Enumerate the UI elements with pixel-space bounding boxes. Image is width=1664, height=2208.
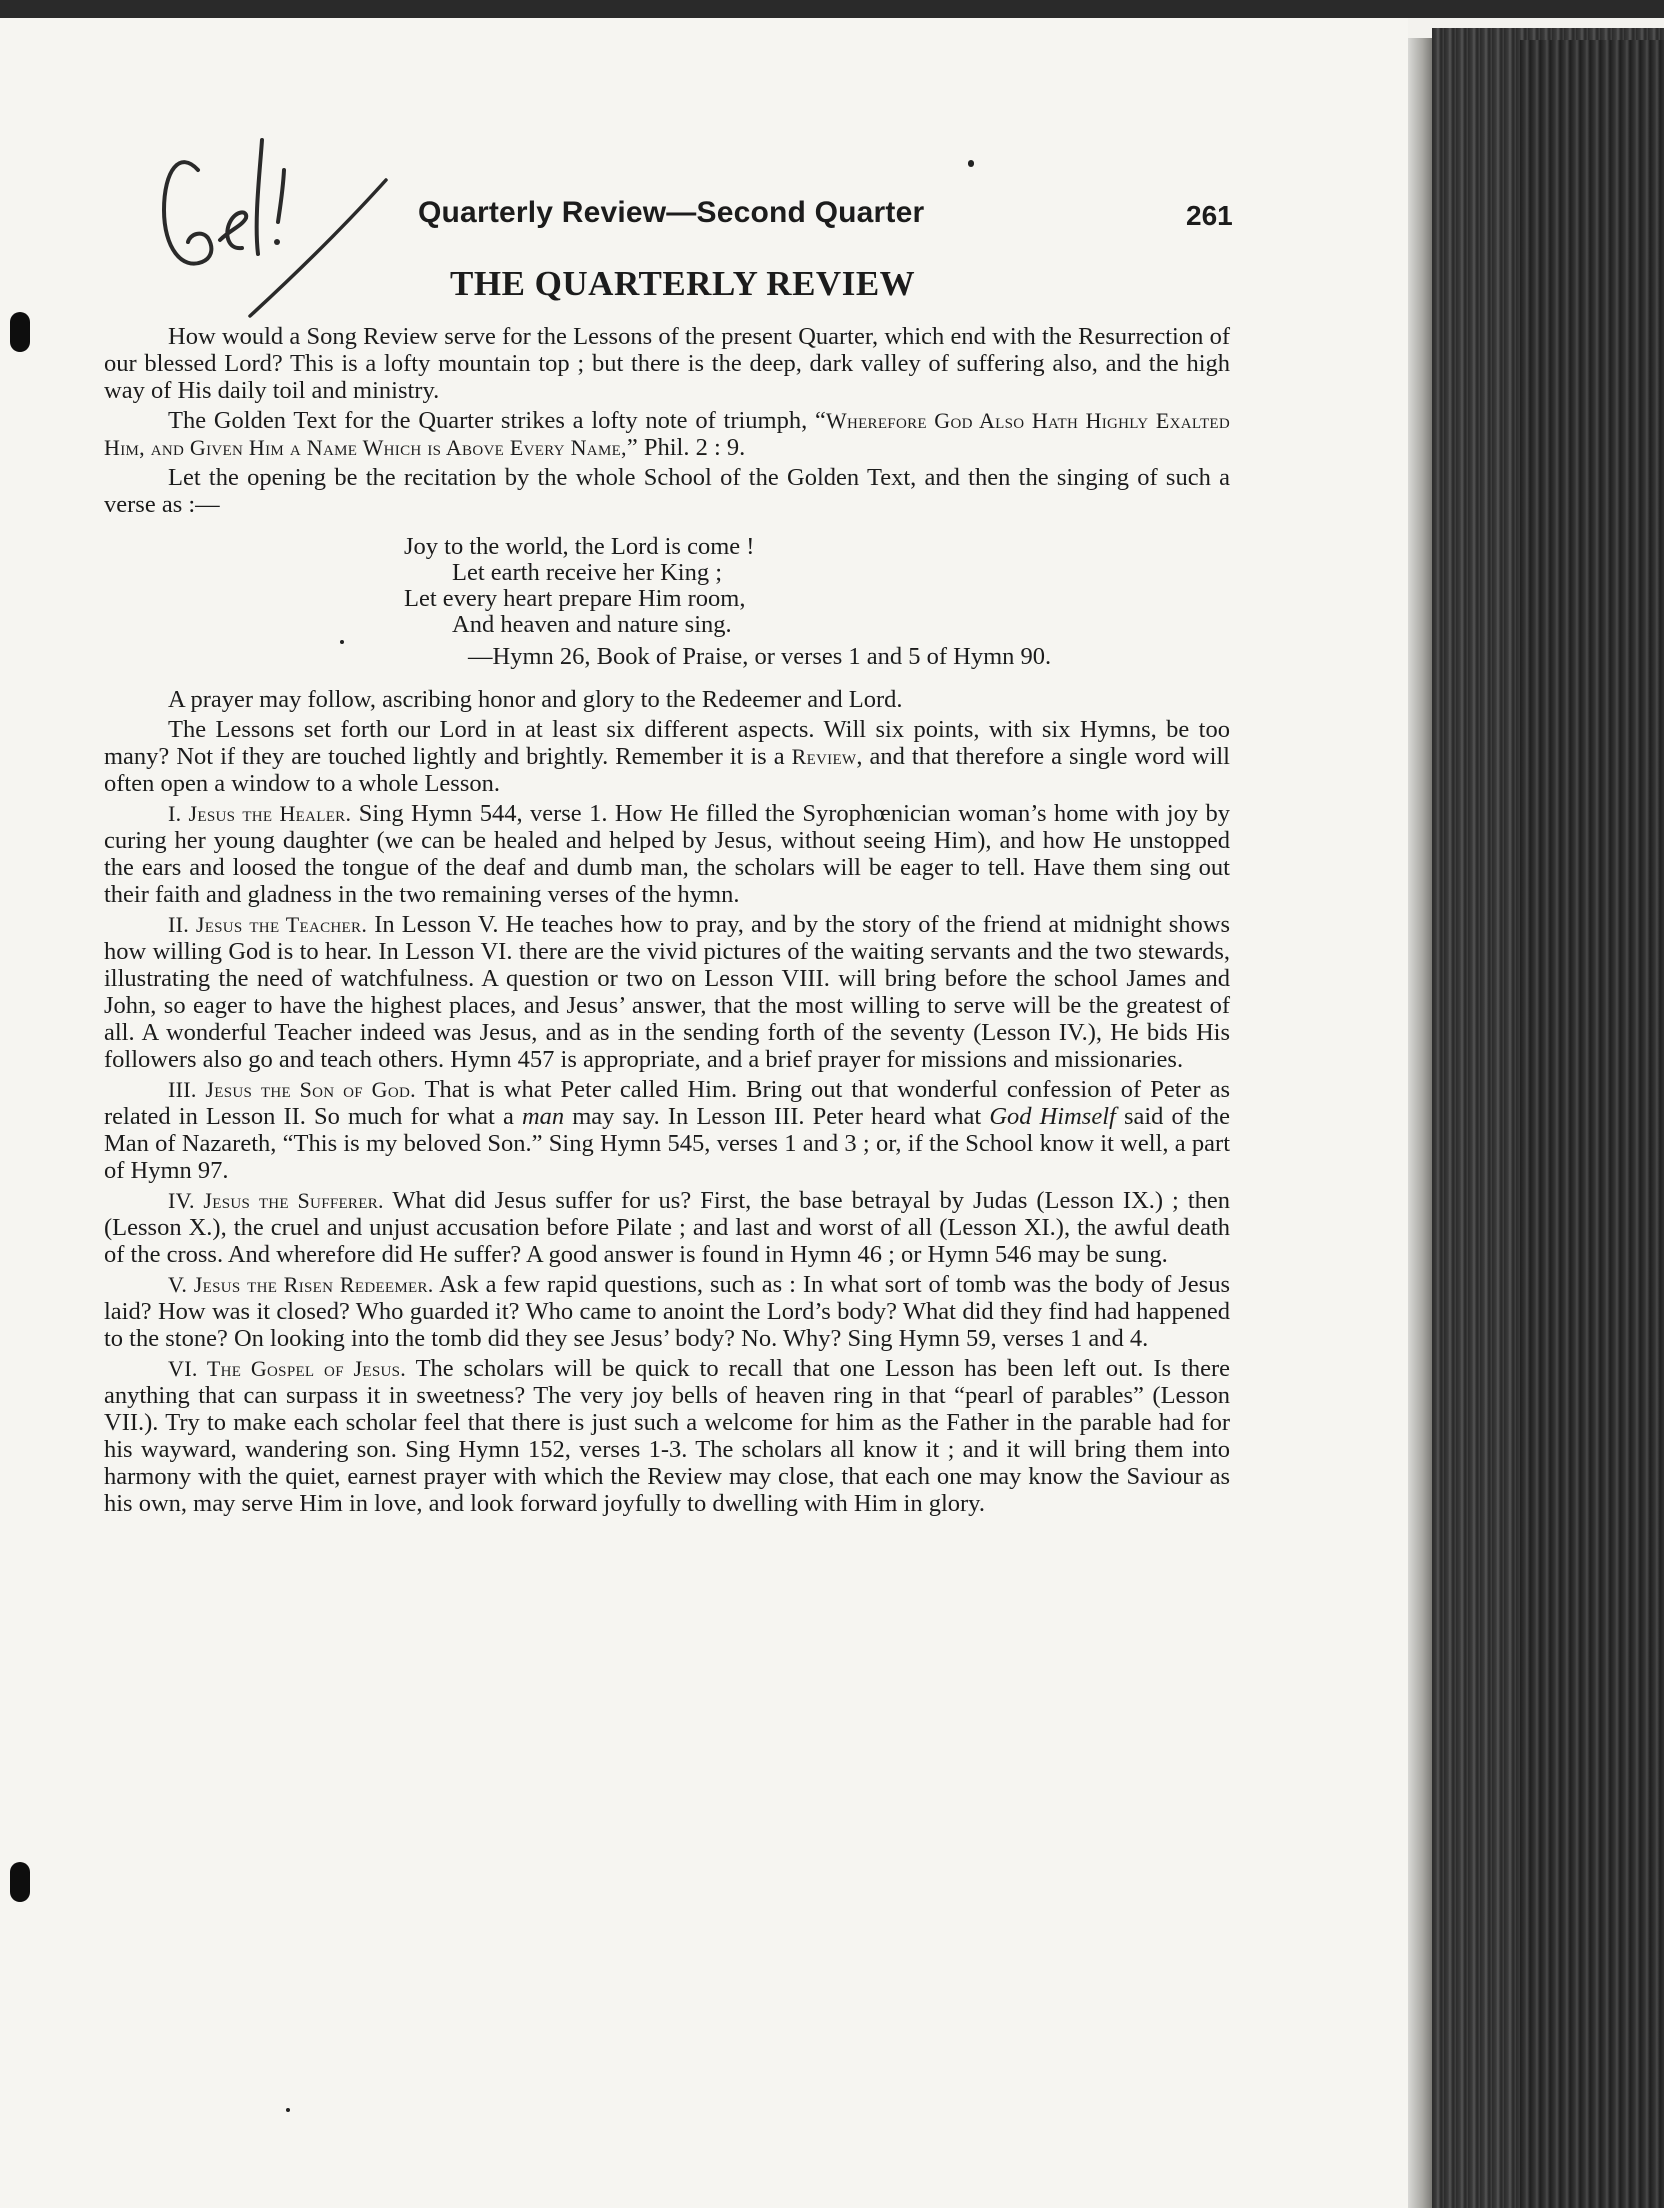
scan-top-border: [0, 0, 1664, 18]
section-heading: V. Jesus the Risen Redeemer.: [168, 1272, 434, 1297]
section-heading: II. Jesus the Teacher.: [168, 912, 368, 937]
hymn-verse: [404, 534, 1230, 670]
handwritten-margin-note: [150, 130, 390, 320]
section-sufferer: IV. Jesus the Sufferer. What did Jesus suffer for us? First, the base betrayal by Judas (Lesson IX.) ; then (Lesson X.), the cruel and unjust accusation before Pilate ; and last and worst of all (Lesson XI.), the awful death of the cross. And wherefore did He suffer? A good answer is found in Hymn 46 ; or Hymn 546 may be sung.: [104, 1187, 1230, 1268]
prayer-paragraph: A prayer may follow, ascribing honor and glory to the Redeemer and Lord.: [168, 686, 903, 713]
golden-text-quote: Wherefore God Also Hath Highly Exalted Him, and Given Him a Name Which is Above Every Name,: [104, 408, 1231, 460]
verse-line: Let earth receive her King ;: [452, 559, 723, 586]
section-heading: IV. Jesus the Sufferer.: [168, 1188, 384, 1213]
verse-line: And heaven and nature sing.: [452, 611, 732, 638]
section-healer: I. Jesus the Healer. Sing Hymn 544, verse 1. How He filled the Syrophœnician woman’s home with joy by curing her young daughter (we can be healed and helped by Jesus, without seeing Him), and how He unstopped the ears and loosed the tongue of the deaf and dumb man, the scholars will be eager to tell. Have them sing out their faith and gladness in the two remaining verses of the hymn.: [104, 800, 1230, 908]
opening-paragraph: Let the opening be the recitation by the whole School of the Golden Text, and then the singing of such a verse as :—: [104, 464, 1230, 518]
book-page-stack-shadow: [1520, 40, 1664, 2208]
running-head: Quarterly Review—Second Quarter: [418, 196, 925, 229]
binding-hole-top: [10, 312, 30, 352]
ink-speck: [286, 2108, 290, 2112]
verse-line: Let every heart prepare Him room,: [404, 585, 746, 612]
hymn-citation: —Hymn 26, Book of Praise, or verses 1 and 5 of Hymn 90.: [468, 643, 1052, 670]
section-heading: III. Jesus the Son of God.: [168, 1077, 416, 1102]
verse-line: Joy to the world, the Lord is come !: [404, 533, 755, 560]
section-son-of-god: III. Jesus the Son of God. That is what Peter called Him. Bring out that wonderful confession of Peter as related in Lesson II. So much for what a man may say. In Lesson III. Peter heard what God Himself said of the Man of Nazareth, “This is my beloved Son.” Sing Hymn 545, verses 1 and 3 ; or, if the School know it well, a part of Hymn 97.: [104, 1076, 1230, 1184]
article-body: [104, 323, 1230, 1520]
section-teacher: II. Jesus the Teacher. In Lesson V. He teaches how to pray, and by the story of the friend at midnight shows how willing God is to hear. In Lesson VI. there are the vivid pictures of the waiting servants and the two stewards, illustrating the need of watchfulness. A question or two on Lesson VIII. will bring before the school James and John, so eager to have the highest places, and Jesus’ answer, that the most willing to serve will be the greatest of all. A wonderful Teacher indeed was Jesus, and as in the sending forth of the seventy (Lesson IV.), He bids His followers also go and teach others. Hymn 457 is appropriate, and a brief prayer for missions and missionaries.: [104, 911, 1230, 1073]
section-heading: VI. The Gospel of Jesus.: [168, 1356, 407, 1381]
section-risen-redeemer: V. Jesus the Risen Redeemer. Ask a few rapid questions, such as : In what sort of tomb was the body of Jesus laid? How was it closed? Who guarded it? Who came to anoint the Lord’s body? What did they find had happened to the stone? On looking into the tomb did they see Jesus’ body? No. Why? Sing Hymn 59, verses 1 and 4.: [104, 1271, 1230, 1352]
aspects-paragraph: The Lessons set forth our Lord in at least six different aspects. Will six points, with six Hymns, be too many? Not if they are touched lightly and brightly. Remember it is a Review, and that therefore a single word will often open a window to a whole Lesson.: [104, 716, 1230, 797]
golden-text-paragraph: The Golden Text for the Quarter strikes a lofty note of triumph, “Wherefore God Also Hath Highly Exalted Him, and Given Him a Name Which is Above Every Name,” Phil. 2 : 9.: [104, 407, 1231, 461]
page-edge: [1408, 38, 1432, 2208]
intro-paragraph: How would a Song Review serve for the Lessons of the present Quarter, which end with the Resurrection of our blessed Lord? This is a lofty mountain top ; but there is the deep, dark valley of suffering also, and the high way of His daily toil and ministry.: [104, 323, 1230, 404]
page-number: 261: [1186, 200, 1233, 231]
page-title: THE QUARTERLY REVIEW: [450, 264, 916, 303]
section-heading: I. Jesus the Healer.: [168, 801, 352, 826]
section-gospel: VI. The Gospel of Jesus. The scholars will be quick to recall that one Lesson has been left out. Is there anything that can surpass it in sweetness? The very joy bells of heaven ring in that “pearl of parables” (Lesson VII.). Try to make each scholar feel that there is just such a welcome for him as the Father in the parable had for his wayward, wandering son. Sing Hymn 152, verses 1-3. The scholars all know it ; and it will bring them into harmony with the quiet, earnest prayer with which the Review may close, that each one may know the Saviour as his own, may serve Him in love, and look forward joyfully to dwelling with Him in glory.: [104, 1355, 1230, 1517]
ink-speck: [968, 160, 974, 167]
binding-hole-bottom: [10, 1862, 30, 1902]
